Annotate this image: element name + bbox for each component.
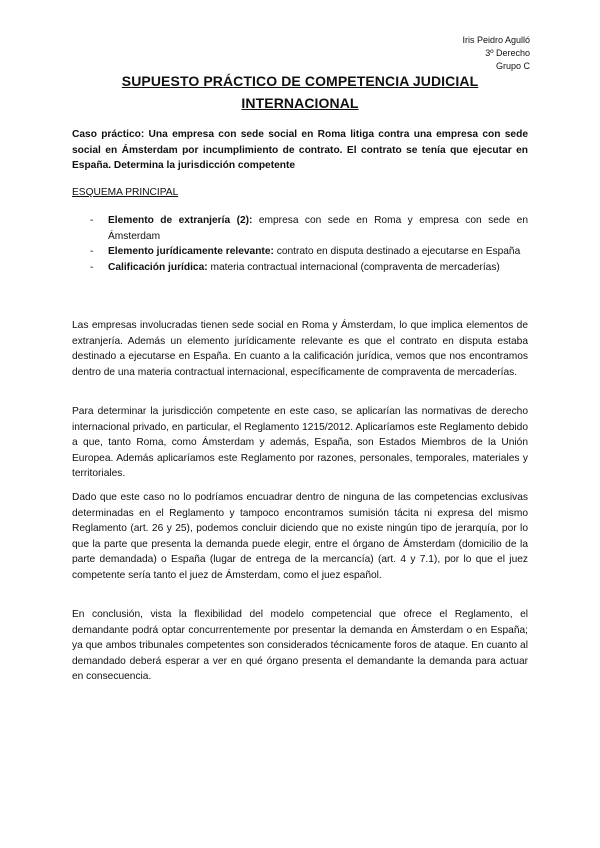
bullet-text: materia contractual internacional (compraventa de mercaderías) bbox=[207, 261, 500, 273]
author-course: 3º Derecho bbox=[485, 48, 530, 58]
author-group: Grupo C bbox=[495, 61, 530, 71]
paragraph-conclusion: En conclusión, vista la flexibilidad del modelo competencial que ofrece el Reglamento, el demandante podrá optar concurrentemente por presentar la demanda en Ámsterdam o en España; ya que ambos tribunales competentes son considerados técnicamente foros de ataque. En cuanto al demandado deberá esperar a ver en qué órgano presenta el demandante la demanda para actuar en consecuencia. bbox=[72, 609, 528, 682]
bullet-label: Elemento de extranjería (2): bbox=[108, 215, 253, 226]
bullet-text: contrato en disputa destinado a ejecutarse en España bbox=[273, 246, 521, 257]
author-header bbox=[462, 34, 530, 73]
summary-list bbox=[90, 213, 528, 275]
bullet-dash: - bbox=[90, 246, 94, 257]
list-item bbox=[90, 260, 528, 276]
author-name: Iris Peidro Agulló bbox=[462, 35, 530, 45]
document-title bbox=[72, 70, 528, 114]
paragraph-analysis: Las empresas involucradas tienen sede social en Roma y Ámsterdam, lo que implica elementos de extranjería. Además un elemento jurídicamente relevante es que el contrato en disputa estaba destinado a ejecutarse en España. En cuanto a la calificación jurídica, vemos que nos encontramos dentro de una materia contractual internacional, específicamente de compraventa de mercaderías. bbox=[72, 320, 528, 378]
bullet-label: Elemento jurídicamente relevante: bbox=[108, 246, 274, 257]
list-item bbox=[90, 244, 528, 260]
title-line-2: INTERNACIONAL bbox=[241, 95, 359, 111]
bullet-text: empresa con sede en Roma y empresa con sede en Ámsterdam bbox=[108, 215, 528, 242]
case-statement: Caso práctico: Una empresa con sede social en Roma litiga contra una empresa con sede social en Ámsterdam por incumplimiento de contrato. El contrato se tenía que ejecutar en España. Determina la jurisdicción competente bbox=[72, 129, 528, 171]
section-heading: ESQUEMA PRINCIPAL bbox=[72, 187, 179, 198]
bullet-label: Calificación jurídica: bbox=[108, 261, 208, 273]
paragraph-regulation: Para determinar la jurisdicción competente en este caso, se aplicarían las normativas de derecho internacional privado, en particular, el Reglamento 1215/2012. Aplicaríamos este Reglamento debido a que, tanto Roma, como Ámsterdam y además, España, son Estados Miembros de la Unión Europea. Además aplicaríamos este Reglamento por razones, personales, temporales, materiales y territoriales. bbox=[72, 406, 528, 479]
bullet-dash: - bbox=[90, 261, 94, 273]
paragraph-jurisdiction: Dado que este caso no lo podríamos encuadrar dentro de ninguna de las competencias exclusivas determinadas en el Reglamento y tampoco encontramos sumisión tácita ni expresa del mismo Reglamento (art. 26 y 25), podemos concluir diciendo que no existe ningún tipo de jerarquía, por lo que la parte que presenta la demanda puede elegir, entre el órgano de Ámsterdam (domicilio de la parte demandada) o España (lugar de entrega de la mercancía) (art. 4 y 7.1), por lo que el juez competente sería tanto el juez de Ámsterdam, como el juez español. bbox=[72, 492, 528, 581]
bullet-dash: - bbox=[90, 215, 94, 226]
list-item bbox=[90, 213, 528, 244]
title-line-1: SUPUESTO PRÁCTICO DE COMPETENCIA JUDICIAL bbox=[121, 73, 479, 89]
